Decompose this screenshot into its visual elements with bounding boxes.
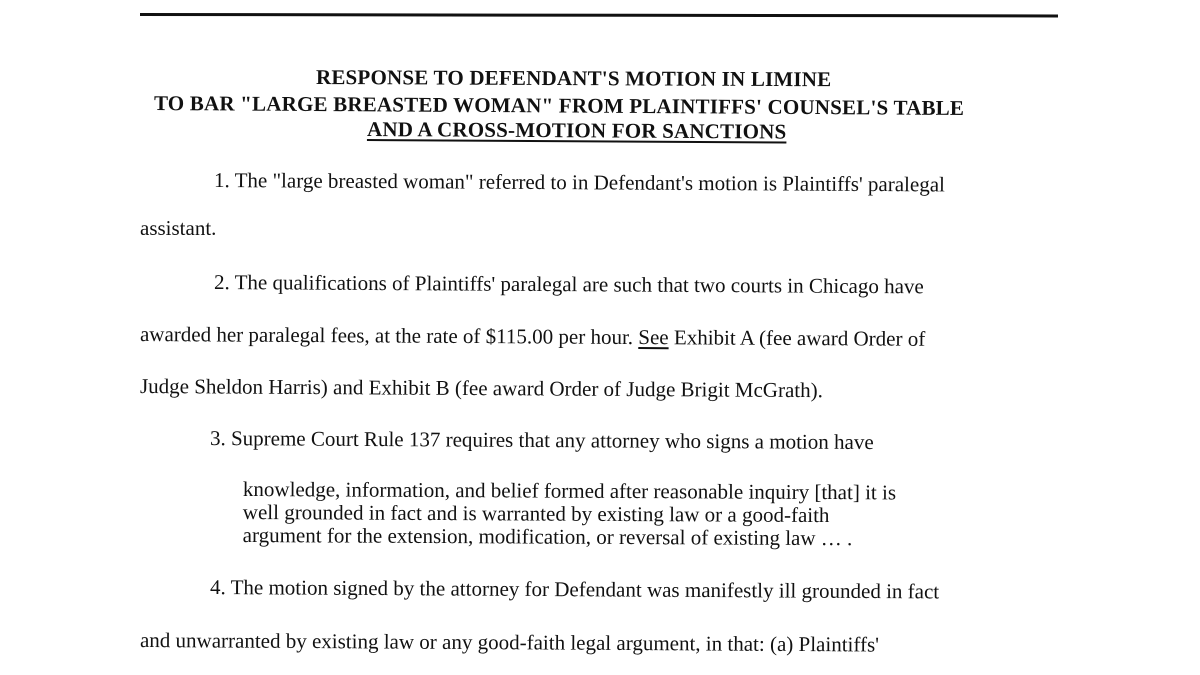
paragraph-2-line-1: 2. The qualifications of Plaintiffs' paralegal are such that two courts in Chicago have xyxy=(213,270,924,299)
paragraph-4-line-1: 4. The motion signed by the attorney for Defendant was manifestly ill grounded in fact xyxy=(209,575,940,604)
see-reference: See xyxy=(638,325,669,350)
title-line-1: RESPONSE TO DEFENDANT'S MOTION IN LIMINE xyxy=(315,65,832,92)
top-rule-divider xyxy=(140,13,1058,17)
title-line-3: AND A CROSS-MOTION FOR SANCTIONS xyxy=(366,117,787,144)
paragraph-1-line-1: 1. The "large breasted woman" referred to in Defendant's motion is Plaintiffs' paralegal xyxy=(213,168,945,197)
paragraph-2-line-2-text-a: awarded her paralegal fees, at the rate of $115.00 per hour. xyxy=(139,322,639,350)
paragraph-2-line-3: Judge Sheldon Harris) and Exhibit B (fee award Order of Judge Brigit McGrath). xyxy=(139,374,823,403)
paragraph-1-line-2: assistant. xyxy=(140,216,217,240)
paragraph-3-line-1: 3. Supreme Court Rule 137 requires that any attorney who signs a motion have xyxy=(209,426,874,455)
block-quote xyxy=(243,478,896,550)
block-quote-line-2: well grounded in fact and is warranted by existing law or a good-faith xyxy=(242,499,830,528)
block-quote-line-3: argument for the extension, modification, or reversal of existing law … . xyxy=(242,522,853,551)
paragraph-2-line-2-text-b: Exhibit A (fee award Order of xyxy=(668,325,926,351)
paragraph-2-line-2 xyxy=(140,322,925,351)
paragraph-4-line-2: and unwarranted by existing law or any good-faith legal argument, in that: (a) Plaintiffs' xyxy=(139,628,880,657)
block-quote-line-1: knowledge, information, and belief formed after reasonable inquiry [that] it is xyxy=(242,477,897,505)
title-line-2: TO BAR "LARGE BREASTED WOMAN" FROM PLAINTIFFS' COUNSEL'S TABLE xyxy=(153,91,965,120)
